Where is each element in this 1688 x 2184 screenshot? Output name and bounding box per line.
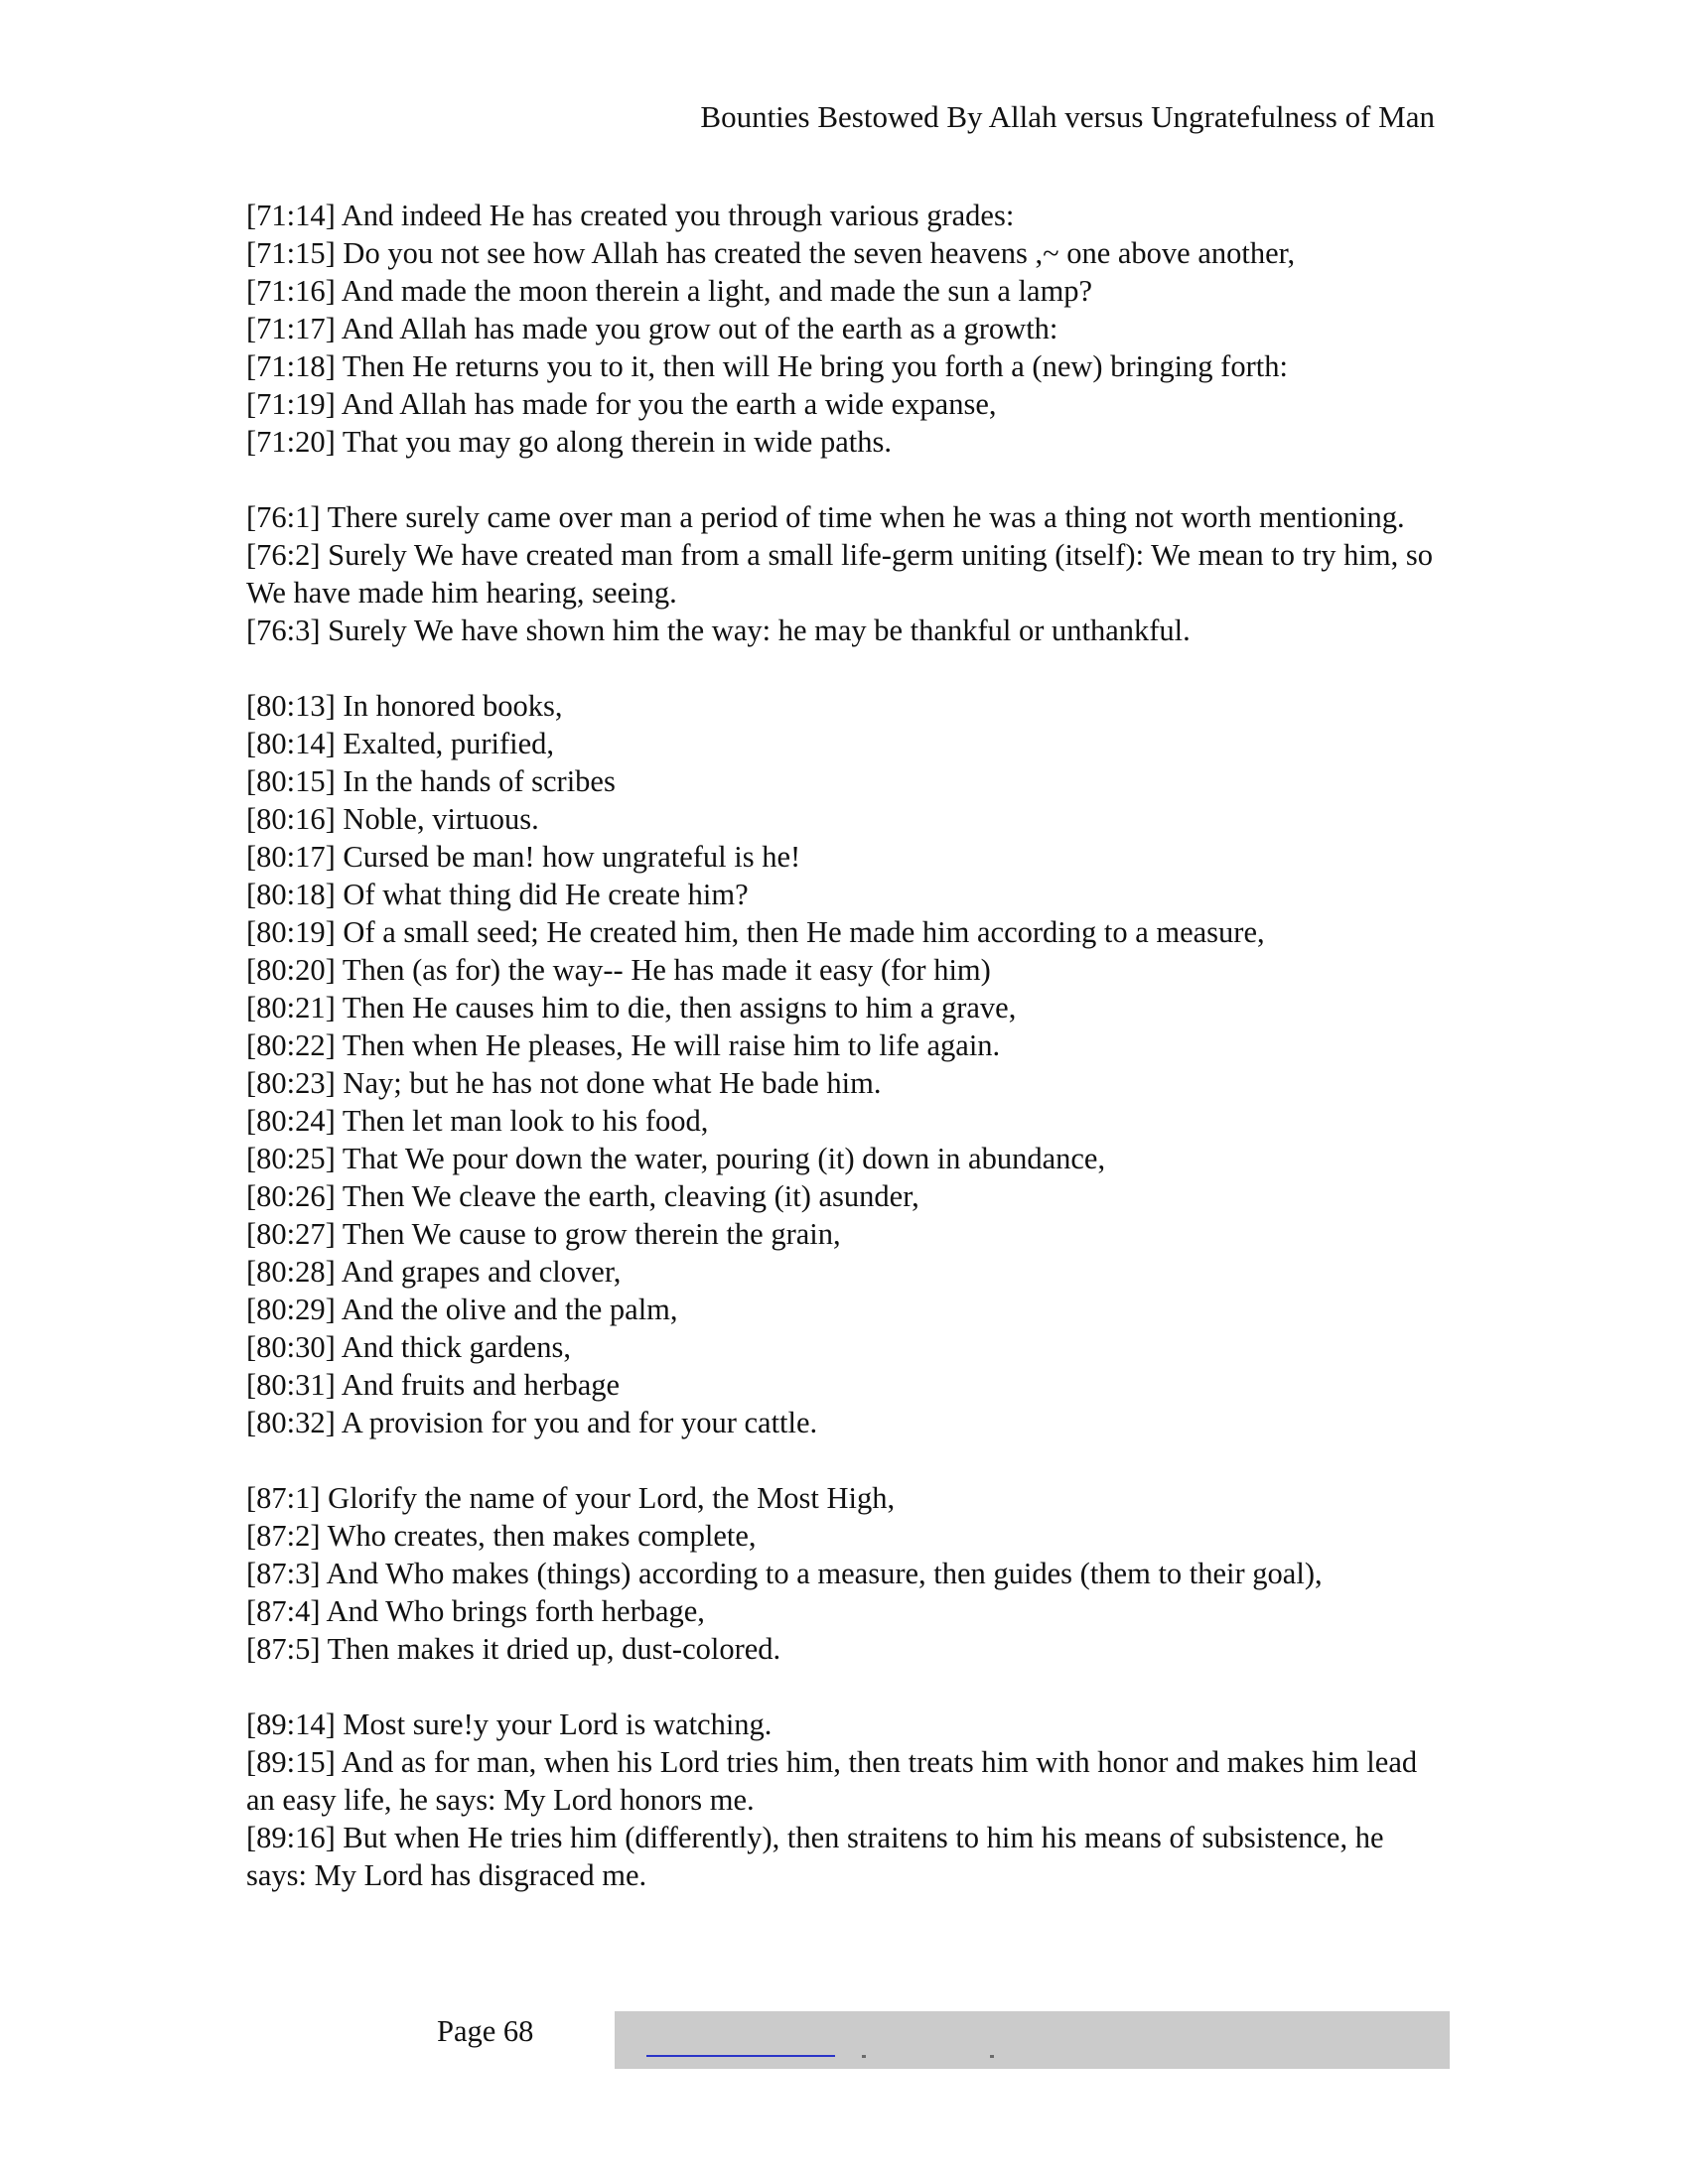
verse-line: [87:4] And Who brings forth herbage,	[246, 1594, 705, 1628]
verse-line: [87:3] And Who makes (things) according to a measure, then guides (them to their goal),	[246, 1557, 1323, 1590]
verse-line: [80:15] In the hands of scribes	[246, 764, 616, 798]
verse-line: [80:14] Exalted, purified,	[246, 727, 554, 760]
page-content	[246, 197, 1438, 1932]
verse-line: [80:31] And fruits and herbage	[246, 1368, 621, 1402]
verse-line: [71:16] And made the moon therein a light, and made the sun a lamp?	[246, 274, 1093, 308]
verse-line: [80:21] Then He causes him to die, then assigns to him a grave,	[246, 991, 1017, 1024]
verse-line: [71:19] And Allah has made for you the earth a wide expanse,	[246, 387, 997, 421]
verse-line: [87:1] Glorify the name of your Lord, the Most High,	[246, 1481, 896, 1515]
verse-line: [76:3] Surely We have shown him the way: he may be thankful or unthankful.	[246, 614, 1191, 647]
verse-line: [87:5] Then makes it dried up, dust-colored.	[246, 1632, 781, 1666]
verse-line: [80:23] Nay; but he has not done what He bade him.	[246, 1066, 882, 1100]
footer-mark	[990, 2055, 994, 2058]
footer-bar	[615, 2011, 1450, 2069]
verse-line: [80:27] Then We cause to grow therein the grain,	[246, 1217, 841, 1251]
footer-link[interactable]	[646, 2055, 835, 2057]
verse-line: [89:14] Most sure!y your Lord is watching.	[246, 1707, 773, 1741]
verse-line: [71:18] Then He returns you to it, then will He bring you forth a (new) bringing forth:	[246, 349, 1288, 383]
verse-line: [71:20] That you may go along therein in wide paths.	[246, 425, 892, 459]
verse-line: [71:17] And Allah has made you grow out of the earth as a growth:	[246, 312, 1058, 345]
verse-line: [80:18] Of what thing did He create him?	[246, 878, 749, 911]
verse-line: [80:25] That We pour down the water, pouring (it) down in abundance,	[246, 1142, 1106, 1175]
verse-line: [80:24] Then let man look to his food,	[246, 1104, 709, 1138]
verse-line: [80:17] Cursed be man! how ungrateful is he!	[246, 840, 801, 874]
verse-line: [80:28] And grapes and clover,	[246, 1255, 622, 1289]
verse-line: [80:13] In honored books,	[246, 689, 563, 723]
verse-line: [71:14] And indeed He has created you through various grades:	[246, 199, 1015, 232]
verse-line: [80:26] Then We cleave the earth, cleaving (it) asunder,	[246, 1179, 919, 1213]
verse-line: [87:2] Who creates, then makes complete,	[246, 1519, 757, 1553]
verse-line: [80:22] Then when He pleases, He will raise him to life again.	[246, 1028, 1001, 1062]
verse-line: [76:2] Surely We have created man from a small life-germ uniting (itself): We mean to try him, so We have made him hearing, seeing.	[246, 538, 1433, 610]
verse-line: [89:16] But when He tries him (differently), then straitens to him his means of subsistence, he says: My Lord has disgraced me.	[246, 1821, 1384, 1892]
verse-group-surah-80	[246, 687, 1438, 1441]
footer-mark	[862, 2055, 866, 2058]
verse-line: [80:32] A provision for you and for your cattle.	[246, 1406, 818, 1439]
page-number: Page 68	[437, 2014, 534, 2048]
verse-group-surah-87	[246, 1479, 1438, 1668]
verse-line: [80:29] And the olive and the palm,	[246, 1293, 678, 1326]
verse-line: [76:1] There surely came over man a period of time when he was a thing not worth mentioning.	[246, 500, 1405, 534]
verse-line: [80:20] Then (as for) the way-- He has made it easy (for him)	[246, 953, 991, 987]
verse-line: [80:30] And thick gardens,	[246, 1330, 571, 1364]
verse-group-surah-71	[246, 197, 1438, 461]
verse-line: [80:16] Noble, virtuous.	[246, 802, 539, 836]
verse-line: [80:19] Of a small seed; He created him, then He made him according to a measure,	[246, 915, 1265, 949]
verse-group-surah-89	[246, 1706, 1438, 1894]
verse-line: [71:15] Do you not see how Allah has created the seven heavens ,~ one above another,	[246, 236, 1296, 270]
verse-group-surah-76	[246, 498, 1438, 649]
running-header: Bounties Bestowed By Allah versus Ungratefulness of Man	[700, 99, 1435, 134]
verse-line: [89:15] And as for man, when his Lord tries him, then treats him with honor and makes him lead an easy life, he says: My Lord honors me.	[246, 1745, 1418, 1817]
